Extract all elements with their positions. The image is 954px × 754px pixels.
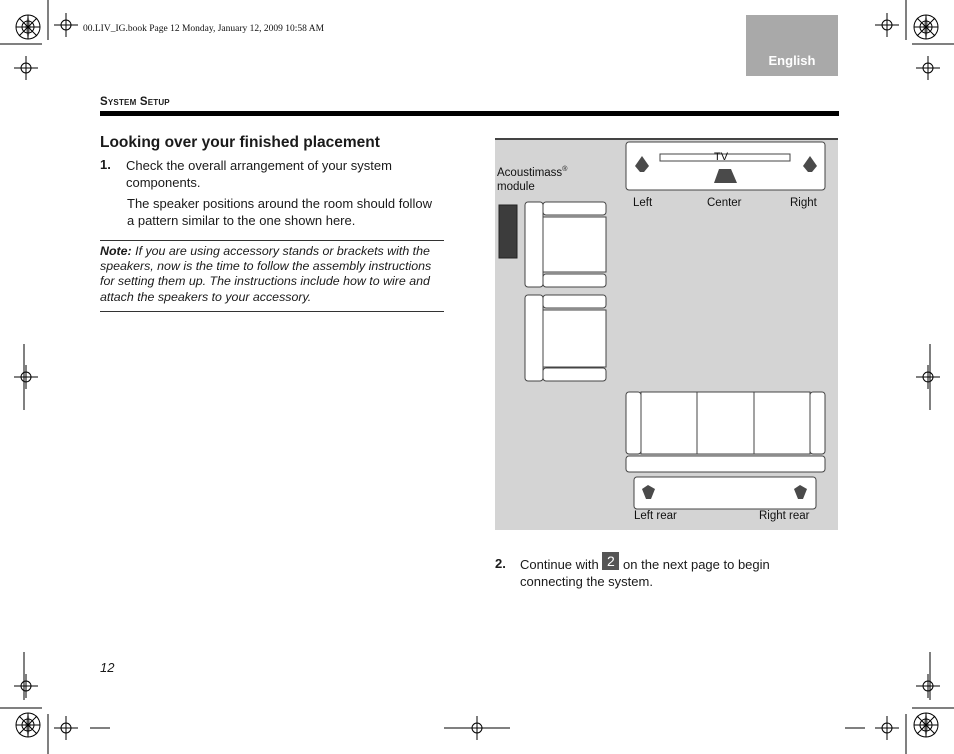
step-1-subtext: The speaker positions around the room should follow a pattern similar to the one shown here. [127,196,432,228]
module-label: module [497,181,535,193]
section-rule [100,111,839,116]
step-2-text-before: Continue with [520,557,599,572]
step-1-text: Check the overall arrangement of your system components. [126,158,392,190]
file-stamp: 00.LIV_IG.book Page 12 Monday, January 12, 2009 10:58 AM [83,24,325,34]
right-speaker-label: Right [790,197,817,209]
left-rear-label: Left rear [634,510,677,522]
step-2-text [520,553,820,590]
acoustimass-label: Acoustimass® [497,166,568,179]
right-rear-label: Right rear [759,510,810,522]
room-layout-graphic [495,140,838,532]
language-tab-label: English [768,53,816,68]
speaker-placement-diagram [495,138,838,530]
section-title: System Setup [100,96,170,108]
step-2-number: 2. [495,556,506,571]
note-top-rule [100,240,444,241]
page-heading: Looking over your finished placement [100,134,380,151]
center-speaker-label: Center [707,197,742,209]
tv-label: TV [714,151,729,163]
note-label: Note: [100,244,132,258]
language-tab [746,15,838,76]
step-1-number: 1. [100,157,111,172]
note-text: If you are using accessory stands or brackets with the speakers, now is the time to follow the assembly instructions for setting them up. The instructions include how to wire and attach the speakers to your accessory. [100,244,432,304]
step-2-text-after: on the next page to begin connecting the system. [520,557,770,589]
note [100,244,446,305]
note-bottom-rule [100,311,444,312]
left-speaker-label: Left [633,197,653,209]
step-badge: 2 [602,552,619,570]
page-number: 12 [100,660,115,675]
